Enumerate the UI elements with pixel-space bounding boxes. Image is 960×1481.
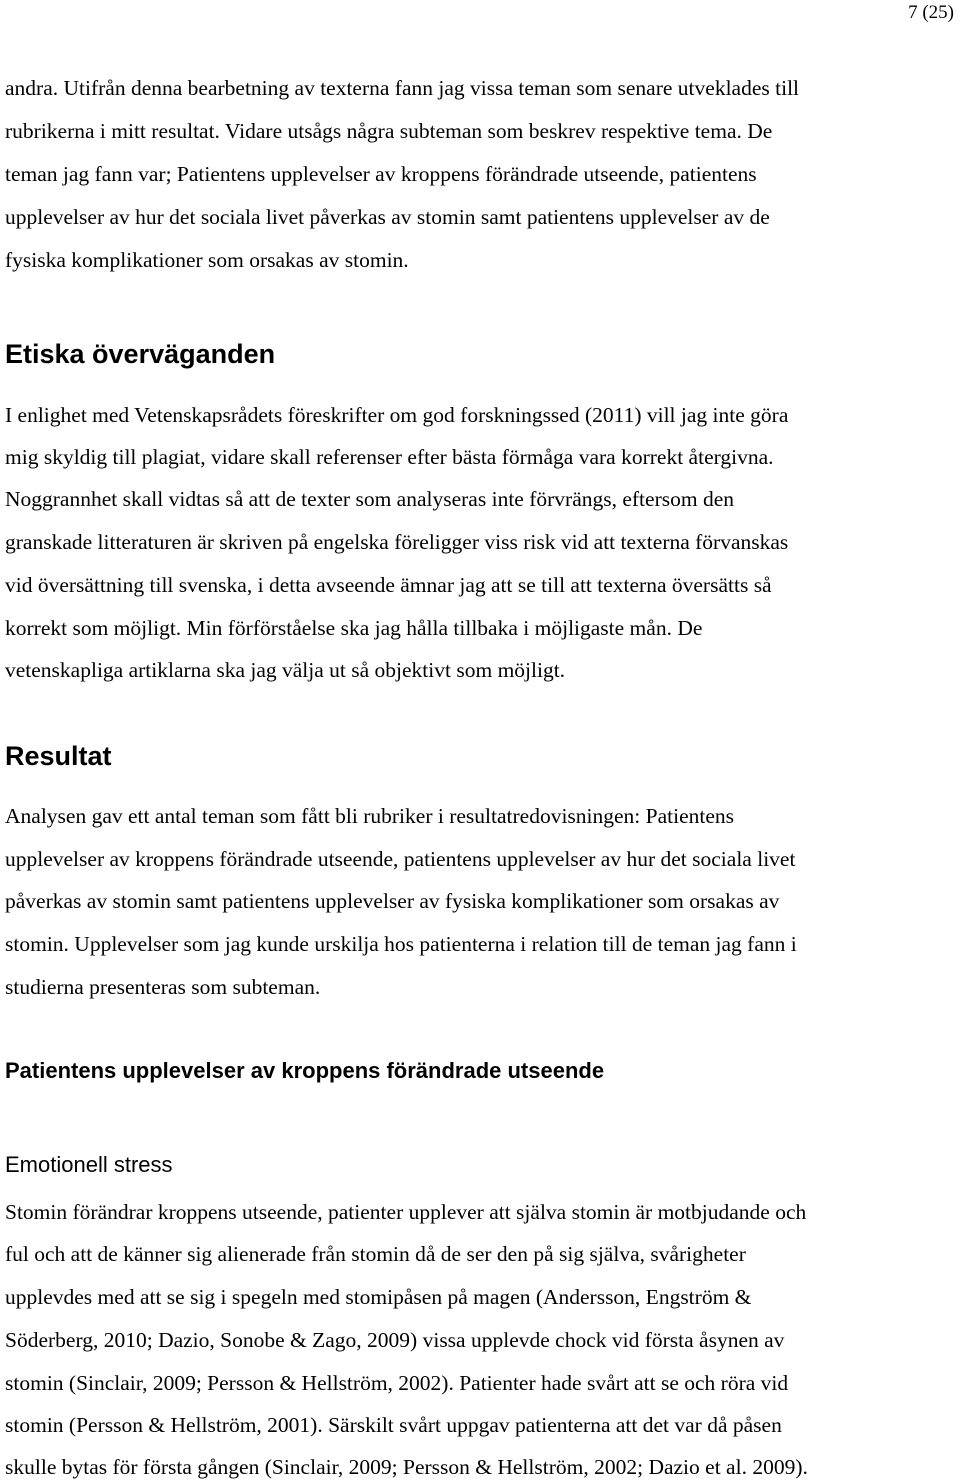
- heading-resultat: Resultat: [5, 741, 112, 771]
- text-line: upplevdes med att se sig i spegeln med stomipåsen på magen (Andersson, Engström &: [5, 1285, 752, 1309]
- text-line: stomin (Sinclair, 2009; Persson & Hellström, 2002). Patienter hade svårt att se och röra vid: [5, 1371, 789, 1395]
- text-line: granskade litteraturen är skriven på engelska föreligger viss risk vid att texterna förvanskas: [5, 530, 789, 554]
- text-line: Söderberg, 2010; Dazio, Sonobe & Zago, 2009) vissa upplevde chock vid första åsynen av: [5, 1328, 785, 1352]
- text-line: I enlighet med Vetenskapsrådets föreskrifter om god forskningssed (2011) vill jag inte göra: [5, 403, 789, 427]
- text-line: upplevelser av kroppens förändrade utseende, patientens upplevelser av hur det sociala livet: [5, 847, 796, 871]
- text-line: korrekt som möjligt. Min förförståelse ska jag hålla tillbaka i möjligaste mån. De: [5, 616, 703, 640]
- text-line: studierna presenteras som subteman.: [5, 975, 321, 999]
- text-line: påverkas av stomin samt patientens upplevelser av fysiska komplikationer som orsakas av: [5, 889, 780, 913]
- text-line: Noggrannhet skall vidtas så att de texter som analyseras inte förvrängs, eftersom den: [5, 487, 734, 511]
- text-line: rubrikerna i mitt resultat. Vidare utsågs några subteman som beskrev respektive tema. De: [5, 119, 773, 143]
- page-number: 7 (25): [908, 2, 954, 23]
- heading-etiska: Etiska överväganden: [5, 339, 276, 369]
- text-line: teman jag fann var; Patientens upplevelser av kroppens förändrade utseende, patientens: [5, 162, 757, 186]
- text-line: upplevelser av hur det sociala livet påverkas av stomin samt patientens upplevelser av de: [5, 205, 770, 229]
- heading-emotionell-stress: Emotionell stress: [5, 1152, 173, 1177]
- heading-section: Patientens upplevelser av kroppens förändrade utseende: [5, 1058, 605, 1083]
- text-line: Analysen gav ett antal teman som fått bli rubriker i resultatredovisningen: Patientens: [5, 804, 735, 828]
- text-line: stomin. Upplevelser som jag kunde urskilja hos patienterna i relation till de teman jag fann i: [5, 932, 797, 956]
- text-line: vetenskapliga artiklarna ska jag välja ut så objektivt som möjligt.: [5, 658, 566, 682]
- text-line: skulle bytas för första gången (Sinclair, 2009; Persson & Hellström, 2002; Dazio et al. 2009).: [5, 1455, 808, 1479]
- text-line: Stomin förändrar kroppens utseende, patienter upplever att själva stomin är motbjudande och: [5, 1200, 807, 1224]
- text-line: vid översättning till svenska, i detta avseende ämnar jag att se till att texterna översätts så: [5, 573, 772, 597]
- text-line: fysiska komplikationer som orsakas av stomin.: [5, 248, 409, 272]
- text-line: stomin (Persson & Hellström, 2001). Särskilt svårt uppgav patienterna att det var då påsen: [5, 1413, 782, 1437]
- text-line: mig skyldig till plagiat, vidare skall referenser efter bästa förmåga vara korrekt återgivna.: [5, 445, 774, 469]
- text-line: ful och att de känner sig alienerade från stomin då de ser den på sig själva, svårigheter: [5, 1242, 746, 1266]
- text-line: andra. Utifrån denna bearbetning av texterna fann jag vissa teman som senare utveklades till: [5, 76, 800, 100]
